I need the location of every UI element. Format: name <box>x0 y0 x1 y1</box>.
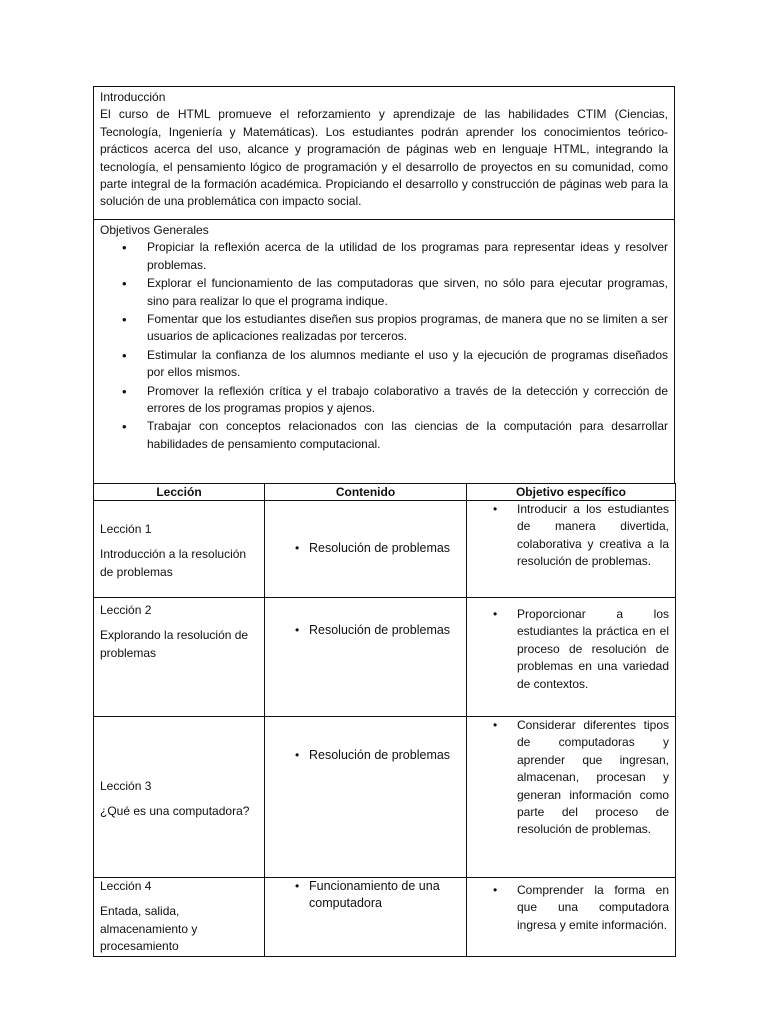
lesson-cell <box>94 501 265 598</box>
document-page <box>93 86 675 957</box>
header-content: Contenido <box>265 484 467 501</box>
table-row <box>94 878 676 957</box>
lesson-number: Lección 1 <box>100 521 152 536</box>
objective-text: Introducir a los estudiantes de manera divertida, colaborativa y creativa a la resolución de problemas. <box>517 502 669 569</box>
general-objectives-section <box>93 219 675 483</box>
objective-text: Considerar diferentes tipos de computadoras y aprender que ingresan, almacenan, procesan y generan información como parte del proceso de resolución de problemas. <box>517 718 669 837</box>
table-row <box>94 598 676 717</box>
introduction-section <box>93 86 675 219</box>
lesson-title: Explorando la resolución de problemas <box>100 628 249 660</box>
lessons-table <box>93 483 676 957</box>
objective-item: • Trabajar con conceptos relacionados con las ciencias de la computación para desarrollar habilidades de pensamiento computacional. <box>147 418 668 453</box>
table-row <box>94 717 676 878</box>
objective-cell <box>467 878 676 957</box>
lesson-title: Introducción a la resolución de problemas <box>100 547 247 579</box>
objective-text: Comprender la forma en que una computadora ingresa y emite información. <box>517 883 669 932</box>
bullet-icon: • <box>295 623 300 637</box>
bullet-icon: • <box>493 607 498 621</box>
lesson-number: Lección 2 <box>100 603 152 617</box>
lesson-cell <box>94 598 265 717</box>
bullet-icon: • <box>493 502 498 516</box>
content-text: Funcionamiento de una computadora <box>309 879 440 911</box>
objective-item: • Propiciar la reflexión acerca de la utilidad de los programas para representar ideas y resolver problemas. <box>147 239 668 274</box>
objective-cell <box>467 598 676 717</box>
objective-text: Proporcionar a los estudiantes la práctica en el proceso de resolución de problemas en una variedad de contextos. <box>517 607 669 691</box>
content-cell <box>265 878 467 957</box>
bullet-icon: • <box>295 541 300 556</box>
content-cell <box>265 598 467 717</box>
content-text: Resolución de problemas <box>309 748 451 762</box>
header-lesson: Lección <box>94 484 265 501</box>
lesson-title: ¿Qué es una computadora? <box>100 804 250 818</box>
objective-cell <box>467 717 676 878</box>
table-header-row <box>94 484 676 501</box>
objectives-heading: Objetivos Generales <box>100 223 209 237</box>
objective-item: • Fomentar que los estudiantes diseñen sus propios programas, de manera que no se limiten a ser usuarios de aplicaciones realizadas por terceros. <box>147 311 668 346</box>
lesson-number: Lección 3 <box>100 778 152 793</box>
lesson-cell <box>94 717 265 878</box>
lesson-number: Lección 4 <box>100 879 152 893</box>
introduction-heading: Introducción <box>100 90 166 104</box>
content-cell <box>265 501 467 598</box>
bullet-icon: • <box>493 883 498 897</box>
content-cell <box>265 717 467 878</box>
content-text: Resolución de problemas <box>309 541 451 556</box>
bullet-icon: • <box>295 748 300 762</box>
objectives-list <box>100 239 668 453</box>
header-objective: Objetivo específico <box>467 484 676 501</box>
objective-item: • Promover la reflexión crítica y el trabajo colaborativo a través de la detección y corrección de errores de los programas propios y ajenos. <box>147 383 668 418</box>
bullet-icon: • <box>493 718 498 732</box>
table-row <box>94 501 676 598</box>
lesson-cell <box>94 878 265 957</box>
objective-item: • Estimular la confianza de los alumnos mediante el uso y la ejecución de programas diseñados por ellos mismos. <box>147 347 668 382</box>
introduction-text: El curso de HTML promueve el reforzamiento y aprendizaje de las habilidades CTIM (Ciencias, Tecnología, Ingeniería y Matemáticas). Los estudiantes podrán aprender los conocimientos teórico-prácticos acerca del uso, alcance y programación de páginas web en lenguaje HTML, integrando la tecnología, el pensamiento lógico de programación y el desarrollo de proyectos en su comunidad, como parte integral de la formación académica. Propiciando el desarrollo y construcción de páginas web para la solución de una problemática con impacto social. <box>100 107 668 209</box>
content-text: Resolución de problemas <box>309 623 451 637</box>
lesson-title: Entada, salida, almacenamiento y procesamiento <box>100 904 198 954</box>
bullet-icon: • <box>295 879 300 893</box>
objective-cell <box>467 501 676 598</box>
objective-item: • Explorar el funcionamiento de las computadoras que sirven, no sólo para ejecutar programas, sino para realizar lo que el programa indique. <box>147 275 668 310</box>
